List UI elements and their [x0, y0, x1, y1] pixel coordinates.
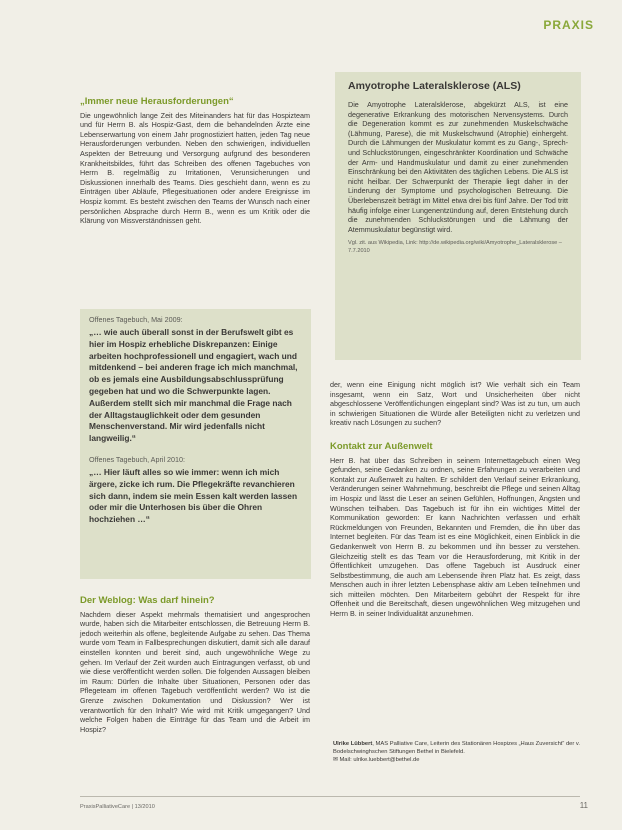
diary-quote-box — [80, 309, 311, 579]
intro-heading: „Immer neue Herausforderungen“ — [80, 96, 234, 107]
page-header — [0, 0, 622, 40]
quote-text: „… Hier läuft alles so wie immer: wenn ich mich ärgere, zicke ich rum. Die Pflegekräfte revanchieren sich dann, indem sie mein Essen kalt werden lassen oder mir die Unterhosen bis über die Ohren hochziehen …“ — [89, 466, 298, 525]
footer-divider — [80, 796, 580, 797]
als-info-box — [335, 72, 581, 360]
contact-paragraph: Herr B. hat über das Schreiben in seinem Internettagebuch einen Weg gefunden, seine Gedanken zu ordnen, seine Erfahrungen zu verarbeiten und Kontakt zur Außenwelt zu halten. Er schildert den Verlauf seiner Erkrankung, Veränderungen seiner Wahrnehmung, beschreibt die Pflege und seinen Alltag im Hospiz und lässt die Leser an seinen Gefühlen, Hoffnungen, Ängsten und Wünschen teilhaben. Das Tagebuch ist für ihn ein wichtiges Mittel der Kommunikation geworden: Er kann Nachrichten verfassen und erhält Rückmeldungen von Freunden, Bekannten und Fremden, die ihn über das Internet begleiten. Für das Team ist es eine Möglichkeit, einen Einblick in die Gedankenwelt von Herrn B. zu bekommen und ihn besser zu verstehen. Gleichzeitig stellt es das Team vor die Herausforderung, mit Kritik in der Öffentlichkeit umzugehen. Das offene Tagebuch ist Ausdruck einer Selbstbestimmung, die auch am Lebensende ihren Platz hat. Es zeigt, dass Menschen auch in ihrer letzten Lebensphase aktiv am Leben teilnehmen und sich mitteilen möchten. Den Mitarbeitern gebührt der Respekt für ihre Offenheit und die Bereitschaft, diesen ungewöhnlichen Weg mitzugehen und Herrn B. in seiner Individualität anzunehmen. — [330, 455, 580, 619]
quote-text: „… wie auch überall sonst in der Berufswelt gibt es hier im Hospiz erhebliche Diskrepanzen: Einige arbeiten hochprofessionell und engagiert, wach und mitdenkend – bei anderen frage ich mich manchmal, ob es jemals eine Ausbildungsabschlussprüfung gegeben hat und wo die Schwerpunkte lagen. Außerdem stellt sich mir manchmal die Frage nach der Alltagstauglichkeit oder dem gesunden Menschenverstand. Mir wird jedenfalls nicht langweilig.“ — [89, 327, 298, 444]
intro-section — [80, 97, 310, 226]
info-box-title: Amyotrophe Lateralsklerose (ALS) — [348, 80, 521, 92]
info-box-body: Die Amyotrophe Lateralsklerose, abgekürzt ALS, ist eine degenerative Erkrankung des motorischen Nervensystems. Durch die Degeneration kommt es zur zunehmenden Muskelschwäche (Lähmung, Parese), die mit Muskelschwund (Atrophie) einhergeht. Durch die Lähmungen der Muskulatur kommt es zu Gang-, Sprech- und Schluckstörungen, eingeschränkter Koordination und Schwäche der Arm- und Handmuskulatur und damit zu einer zunehmenden Einschränkung bei den Aktivitäten des täglichen Lebens. Die ALS ist nicht heilbar. Der Schwerpunkt der Therapie liegt daher in der Linderung der Symptome und psychologischen Betreuung. Die Überlebenszeit beträgt im Mittel etwa drei bis fünf Jahre. Der Tod tritt häufig infolge einer Lungenentzündung auf, deren Entstehung durch die zunehmenden Schluckstörungen und die Lähmung der Atemmuskulatur begünstigt wird. — [348, 100, 568, 234]
author-email[interactable]: ✉ Mail: ulrike.luebbert@bethel.de — [333, 756, 420, 763]
contact-heading: Kontakt zur Außenwelt — [330, 440, 433, 452]
right-column — [330, 380, 580, 619]
intro-paragraph: Die ungewöhnlich lange Zeit des Miteinanders hat für das Hospizteam und für Herrn B. als Hospiz-Gast, dem die behandelnden Ärzte eine Lebenserwartung von einem Jahr prognostiziert hatten, jeden Tag neue Herausforderungen verbunden. Neben den schwierigen, individuellen Aspekten der Betreuung und Versorgung aufgrund des besonderen Krankheitsbildes, führt das Schreiben des offenen Tagebuches von Herrn B. regelmäßig zu Irritationen, Verunsicherungen und Diskussionen innerhalb des Teams. Dies geschieht dann, wenn es zu Einträgen über Abläufe, Pflegesituationen oder andere Ereignisse im Hospiz kommt. Es besteht zwischen den Teams der Wunsch nach einer persönlichen Absprache durch Herrn B., wenn es um Kritik oder die Klärung von Missverständnissen geht. — [80, 110, 310, 226]
section-label: PRAXIS — [543, 18, 594, 32]
author-bio: Ulrike Lübbert, MAS Palliative Care, Leiterin des Stationären Hospizes „Haus Zuversicht“ der v. Bodelschwinghschen Stiftungen Bethel in Bielefeld. ✉ Mail: ulrike.luebbert@bethel.de — [333, 741, 581, 763]
author-description: MAS Palliative Care, Leiterin des Stationären Hospizes „Haus Zuversicht“ der v. Bodelschwinghschen Stiftungen Bethel in Bielefeld. — [333, 741, 581, 755]
journal-footer: PraxisPalliativeCare | 13/2010 — [80, 804, 155, 810]
quote-source: Offenes Tagebuch, April 2010: — [89, 454, 186, 464]
continuation-paragraph: der, wenn eine Einigung nicht möglich ist? Wie verhält sich ein Team insgesamt, wenn ein Satz, Wort und Unsicherheiten über nicht abgeschlossene Veröffentlichungen eingeplant sind? Was ist zu tun, um auch in schwierigen Situationen die Würde aller Beteiligten nicht zu verletzen und kreativ nach Lösungen zu suchen? — [330, 380, 580, 428]
weblog-paragraph: Nachdem dieser Aspekt mehrmals thematisiert und angesprochen wurde, haben sich die Mitarbeiter entschlossen, die Betreuung Herrn B. jedoch weiterhin als offene, begleitende Aufgabe zu sehen. Das Thema wurde vom Team in Fallbesprechungen diskutiert, damit sich alle darauf einstellen konnten und bereit sind, auch ungewöhnliche Wege zu gehen. Im Verlauf der Zeit wurden auch Eintragungen verfasst, ob und wie diese veröffentlicht werden sollen. Die folgenden Aussagen bleiben im Raum: Dürfen die Inhalte über Situationen, Personen oder das Pflegeteam im offenen Tagebuch veröffentlicht werden? Wo ist die Grenze zwischen Dokumentation und Diskussion? Wer ist verantwortlich für den Inhalt? Wie wird mit Kritik umgegangen? Und welche Folgen haben die Einträge für das Team und die Arbeit im Hospiz? — [80, 609, 310, 734]
weblog-section — [80, 596, 310, 734]
info-box-source: Vgl. zit. aus Wikipedia, Link: http://de.wikipedia.org/wiki/Amyotrophe_Lateralsklerose – 7.7.2010 — [348, 240, 562, 254]
quote-source: Offenes Tagebuch, Mai 2009: — [89, 315, 183, 324]
page-number: 11 — [579, 801, 588, 810]
weblog-heading: Der Weblog: Was darf hinein? — [80, 595, 215, 606]
author-name: Ulrike Lübbert — [333, 741, 373, 747]
